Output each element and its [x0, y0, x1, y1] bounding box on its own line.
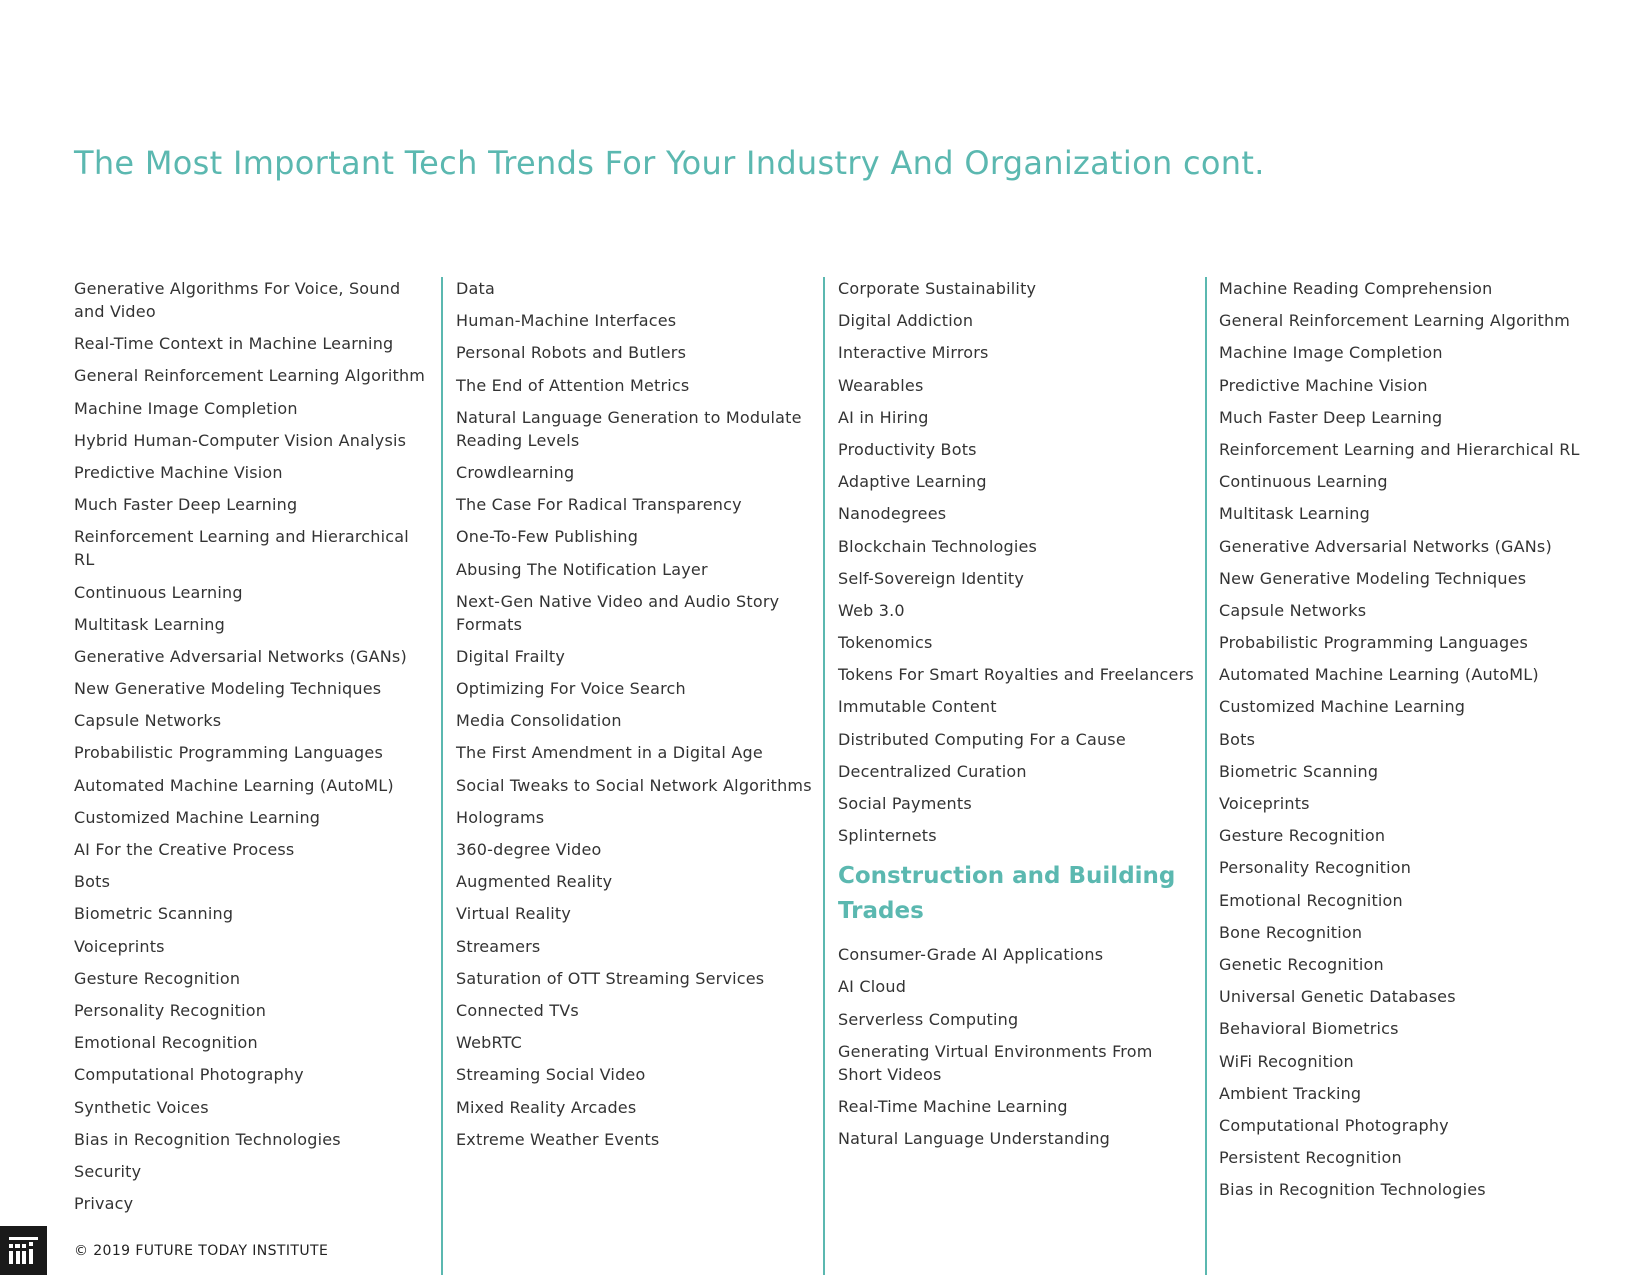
trend-item: Generative Adversarial Networks (GANs) [1219, 536, 1552, 556]
trend-item: Probabilistic Programming Languages [74, 743, 383, 763]
trend-item: Genetic Recognition [1219, 954, 1384, 974]
trend-item: One-To-Few Publishing [456, 527, 639, 547]
trend-item: Persistent Recognition [1219, 1148, 1402, 1168]
trend-item: Immutable Content [838, 697, 997, 717]
trend-item: Predictive Machine Vision [1219, 375, 1428, 395]
trend-item: Automated Machine Learning (AutoML) [1219, 665, 1539, 685]
trend-item: Reinforcement Learning and Hierarchical RL [1219, 439, 1580, 459]
trend-item: Interactive Mirrors [838, 343, 989, 363]
trend-item: Bone Recognition [1219, 922, 1363, 942]
trend-item: Much Faster Deep Learning [74, 495, 298, 515]
trend-item: The Case For Radical Transparency [456, 495, 742, 515]
trend-item: Customized Machine Learning [1219, 697, 1466, 717]
trend-item: AI For the Creative Process [74, 840, 295, 859]
trend-item: Streaming Social Video [456, 1065, 646, 1085]
trend-item: Self-Sovereign Identity [838, 568, 1025, 588]
trend-item: The End of Attention Metrics [456, 375, 690, 395]
trend-item: Customized Machine Learning [74, 807, 321, 827]
trend-column-2 [456, 277, 816, 1160]
trend-item: Saturation of OTT Streaming Services [456, 968, 765, 988]
page-title: The Most Important Tech Trends For Your Industry And Organization cont. [74, 144, 1265, 182]
column-divider [1205, 277, 1207, 1275]
trend-item: Natural Language Understanding [838, 1129, 1111, 1149]
trend-item: Generative Adversarial Networks (GANs) [74, 646, 407, 666]
trend-item: Continuous Learning [1219, 472, 1388, 492]
trend-item: Bots [1219, 729, 1256, 749]
column-divider [823, 277, 825, 1275]
trend-item: Holograms [456, 807, 545, 827]
trend-item: Natural Language Generation to Modulate Reading Levels [456, 407, 802, 450]
trend-item: Capsule Networks [1219, 600, 1367, 620]
trend-item: Hybrid Human-Computer Vision Analysis [74, 430, 407, 450]
trend-list [456, 277, 816, 1151]
trend-item: Media Consolidation [456, 711, 622, 731]
trend-item: Productivity Bots [838, 439, 977, 459]
trend-item: Generative Algorithms For Voice, Sound and Video [74, 279, 401, 321]
trend-item: WiFi Recognition [1219, 1051, 1354, 1071]
trend-column-1 [74, 277, 434, 1224]
trend-item: Emotional Recognition [1219, 890, 1403, 910]
section-heading: Construction and Building Trades [838, 863, 1176, 925]
trend-item: Distributed Computing For a Cause [838, 729, 1126, 749]
trend-item: Privacy [74, 1194, 134, 1214]
trend-item: Predictive Machine Vision [74, 462, 283, 482]
trend-item: Real-Time Machine Learning [838, 1096, 1068, 1116]
trend-item: Probabilistic Programming Languages [1219, 633, 1528, 653]
trend-item: Connected TVs [456, 1000, 579, 1020]
trend-item: Abusing The Notification Layer [456, 559, 708, 579]
trend-item: Next-Gen Native Video and Audio Story Formats [456, 591, 780, 634]
trend-item: Synthetic Voices [74, 1097, 209, 1117]
trend-item: Bots [74, 872, 111, 892]
trend-item: Multitask Learning [1219, 504, 1370, 524]
trend-item: Crowdlearning [456, 462, 575, 482]
trend-item: Adaptive Learning [838, 472, 987, 492]
copyright-text: © 2019 FUTURE TODAY INSTITUTE [74, 1243, 329, 1259]
trend-item: Gesture Recognition [1219, 826, 1386, 846]
trend-item: Personality Recognition [1219, 858, 1412, 878]
trend-item: Reinforcement Learning and Hierarchical RL [74, 527, 409, 570]
trend-item: Corporate Sustainability [838, 279, 1037, 298]
trend-item: Continuous Learning [74, 582, 243, 602]
trend-item: Digital Frailty [456, 646, 566, 666]
fti-logo-icon [0, 1226, 47, 1275]
trend-item: Biometric Scanning [1219, 761, 1379, 781]
trend-column-3 [838, 277, 1198, 1159]
trend-item: WebRTC [456, 1033, 523, 1053]
trend-item: Much Faster Deep Learning [1219, 407, 1443, 427]
trend-item: Tokens For Smart Royalties and Freelancers [838, 665, 1194, 685]
trend-item: Web 3.0 [838, 600, 905, 620]
trend-item: New Generative Modeling Techniques [74, 679, 382, 699]
trend-item: Wearables [838, 375, 924, 395]
trend-item: AI in Hiring [838, 407, 929, 427]
trend-item: Machine Image Completion [74, 398, 298, 418]
trend-item: New Generative Modeling Techniques [1219, 568, 1527, 588]
trend-item: Bias in Recognition Technologies [74, 1129, 341, 1149]
trend-list [1219, 277, 1599, 1201]
trend-list [838, 277, 1198, 847]
trend-item: Voiceprints [74, 936, 165, 956]
trend-item: Gesture Recognition [74, 968, 241, 988]
trend-item: Capsule Networks [74, 711, 222, 731]
trend-list [74, 277, 434, 1215]
trend-item: Decentralized Curation [838, 761, 1027, 781]
trend-item: Tokenomics [838, 633, 933, 653]
trend-item: Multitask Learning [74, 614, 225, 634]
fti-logo-icon [0, 1226, 47, 1275]
section-trend-list [838, 943, 1198, 1150]
trend-item: Personal Robots and Butlers [456, 343, 687, 363]
trend-item: Digital Addiction [838, 311, 974, 331]
trend-item: Personality Recognition [74, 1000, 267, 1020]
trend-item: Optimizing For Voice Search [456, 679, 686, 699]
trend-item: Security [74, 1161, 142, 1181]
trend-item: Human-Machine Interfaces [456, 311, 677, 331]
trend-item: Data [456, 279, 496, 298]
trend-item: Blockchain Technologies [838, 536, 1038, 556]
trend-item: The First Amendment in a Digital Age [456, 743, 763, 763]
trend-item: Serverless Computing [838, 1009, 1019, 1029]
trend-item: Generating Virtual Environments From Short Videos [838, 1041, 1153, 1084]
trend-item: Streamers [456, 936, 541, 956]
trend-item: Biometric Scanning [74, 904, 234, 924]
trend-item: Consumer-Grade AI Applications [838, 945, 1104, 965]
trend-item: Real-Time Context in Machine Learning [74, 334, 394, 354]
trend-item: Splinternets [838, 826, 937, 846]
trend-item: Machine Image Completion [1219, 343, 1443, 363]
trend-item: Computational Photography [74, 1065, 304, 1085]
trend-item: Augmented Reality [456, 872, 613, 892]
trend-item: Automated Machine Learning (AutoML) [74, 775, 394, 795]
trend-item: General Reinforcement Learning Algorithm [74, 366, 426, 386]
trend-item: Mixed Reality Arcades [456, 1097, 637, 1117]
trend-item: 360-degree Video [456, 840, 602, 859]
column-divider [441, 277, 443, 1275]
trend-item: Ambient Tracking [1219, 1083, 1362, 1103]
trend-item: Emotional Recognition [74, 1033, 258, 1053]
trend-item: Social Payments [838, 794, 972, 813]
trend-item: Social Tweaks to Social Network Algorithms [456, 775, 812, 795]
trend-item: Behavioral Biometrics [1219, 1019, 1399, 1039]
trend-item: Virtual Reality [456, 904, 572, 924]
trend-item: Universal Genetic Databases [1219, 987, 1456, 1007]
trend-column-4 [1219, 277, 1599, 1210]
trend-item: General Reinforcement Learning Algorithm [1219, 311, 1571, 331]
trend-item: Bias in Recognition Technologies [1219, 1180, 1486, 1200]
trend-item: Computational Photography [1219, 1115, 1449, 1135]
trend-item: Extreme Weather Events [456, 1129, 660, 1149]
trend-item: Voiceprints [1219, 794, 1310, 813]
trend-item: Machine Reading Comprehension [1219, 279, 1493, 298]
trend-item: Nanodegrees [838, 504, 947, 524]
trend-item: AI Cloud [838, 977, 907, 997]
